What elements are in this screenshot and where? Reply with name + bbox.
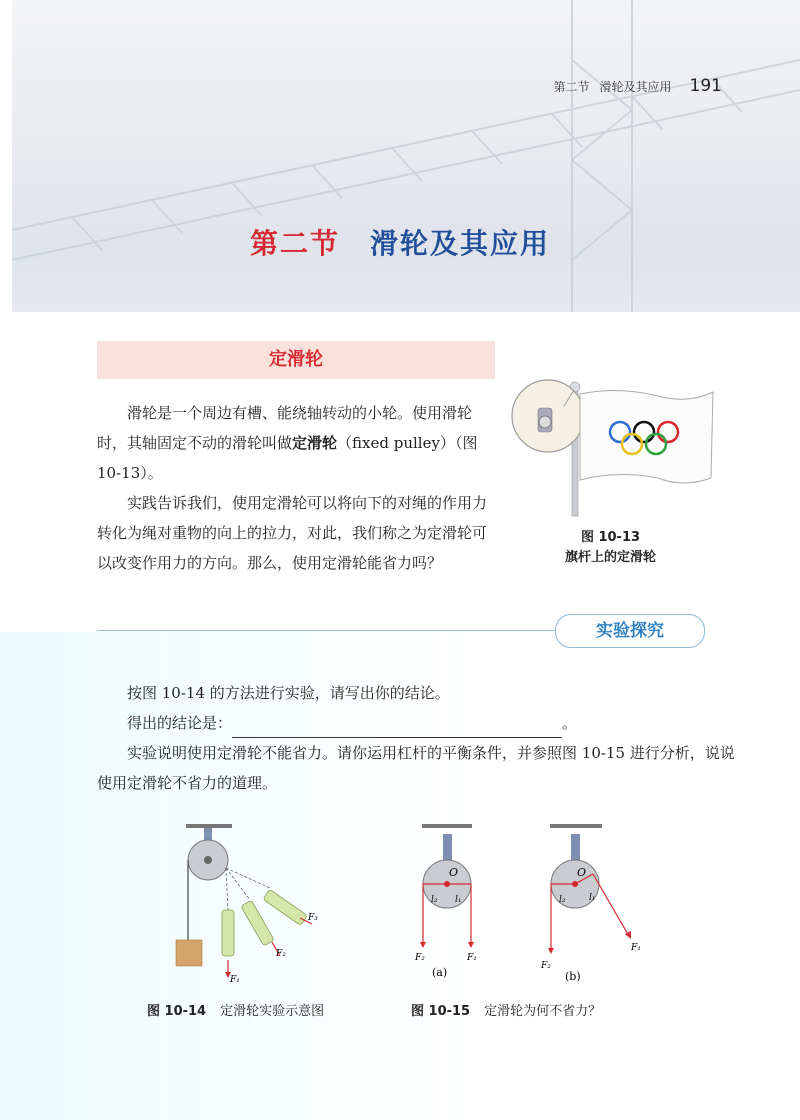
experiment-line1: 按图 10-14 的方法进行实验，请写出你的结论。 (127, 684, 450, 702)
svg-text:F₁: F₁ (467, 953, 477, 963)
fig14-f2-label: F₂ (276, 949, 286, 959)
svg-text:F₂: F₂ (541, 961, 551, 971)
para1-text-end: （fixed pulley）（图 10-13）。 (97, 434, 478, 482)
svg-text:l₂: l₂ (431, 895, 438, 905)
crane-background-image (12, 0, 800, 312)
svg-text:l₂: l₂ (559, 895, 566, 905)
svg-text:l₁: l₁ (589, 893, 596, 903)
running-head-section: 第二节 (553, 80, 590, 94)
flagpole-pulley-figure (508, 378, 723, 518)
fig15-caption (411, 1000, 601, 1019)
conclusion-blank (232, 719, 562, 738)
fig13-caption-text: 旗杆上的定滑轮 (564, 550, 656, 565)
experiment-line2 (97, 708, 737, 738)
fig14-f3-label: F₃ (308, 913, 318, 923)
experiment-text (97, 678, 737, 798)
fig14-f1-label: F₁ (230, 975, 240, 985)
paragraph-definition (97, 398, 499, 488)
section-number: 第二节 (249, 227, 340, 260)
experiment-line3: 实验说明使用定滑轮不能省力。请你运用杠杆的平衡条件，并参照图 10-15 进行分析，说说使用定滑轮不省力的道理。 (97, 744, 735, 792)
fig13-label: 图 10-13 (580, 530, 641, 545)
header-banner (12, 0, 800, 312)
section-title (0, 222, 800, 262)
page-number: 191 (689, 76, 722, 96)
fixed-pulley-experiment-figure (168, 820, 378, 995)
fig15-sub-b: (b) (565, 970, 581, 983)
fig14-label: 图 10-14 (147, 1004, 207, 1019)
running-head (554, 76, 722, 96)
paragraph-practice: 实践告诉我们，使用定滑轮可以将向下的对绳的作用力转化为绳对重物的向上的拉力，对此，我们称之为定滑轮可以改变作用力的方向。那么，使用定滑轮能省力吗？ (97, 494, 488, 572)
pulley-lever-analysis-figure (405, 820, 655, 995)
experiment-tab: 实验探究 (555, 614, 705, 648)
svg-text:O: O (577, 866, 587, 879)
fig15-label: 图 10-15 (411, 1004, 471, 1019)
svg-text:O: O (449, 866, 459, 879)
fig14-caption (147, 1000, 324, 1019)
svg-text:l₁: l₁ (455, 895, 462, 905)
subsection-heading: 定滑轮 (97, 341, 495, 379)
conclusion-prompt: 得出的结论是： (127, 714, 233, 732)
running-head-title: 滑轮及其应用 (599, 80, 672, 94)
svg-text:F₂: F₂ (415, 953, 425, 963)
term-fixed-pulley: 定滑轮 (292, 434, 338, 452)
fig15-sub-a: (a) (432, 966, 448, 979)
fig15-caption-text: 定滑轮为何不省力？ (484, 1004, 602, 1019)
section-name: 滑轮及其应用 (370, 227, 551, 260)
fig14-caption-text: 定滑轮实验示意图 (220, 1004, 325, 1019)
fig13-caption (508, 528, 713, 568)
para1-text: 滑轮是一个周边有槽、能绕轴转动的小轮。使用滑轮时，其轴固定不动的滑轮叫做 (97, 404, 473, 452)
experiment-divider (97, 630, 567, 631)
conclusion-period: 。 (562, 714, 578, 732)
svg-text:F₁: F₁ (631, 943, 641, 953)
